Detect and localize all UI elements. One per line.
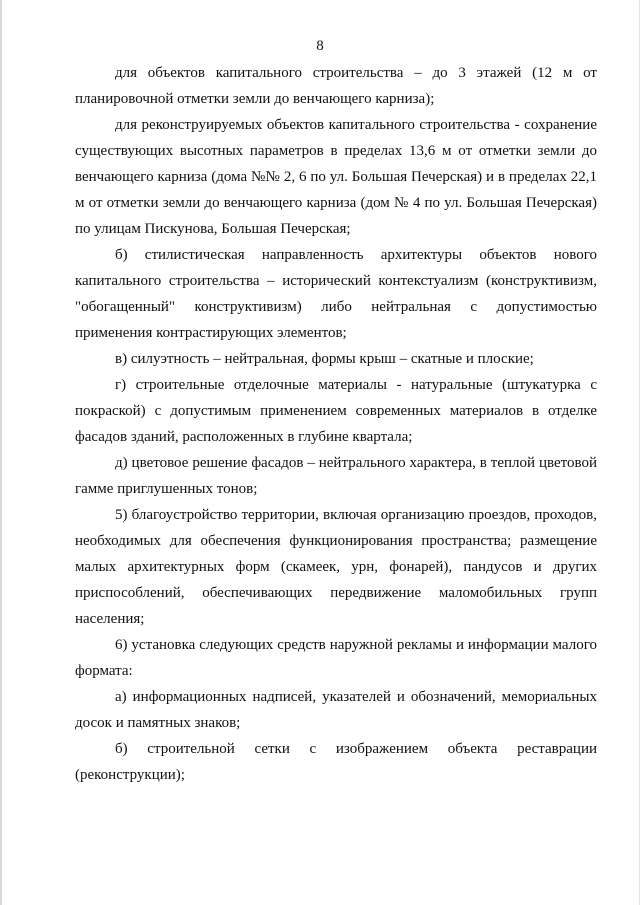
paragraph: б) строительной сетки с изображением объекта реставрации (реконструкции); [75,741,597,783]
page-number: 8 [316,38,324,54]
paragraph: в) силуэтность – нейтральная, формы крыш – скатные и плоские; [115,351,534,367]
paragraph: а) информационных надписей, указателей и обозначений, мемориальных досок и памятных знаков; [75,689,597,731]
paragraph: д) цветовое решение фасадов – нейтрального характера, в теплой цветовой гамме приглушенных тонов; [75,455,597,497]
paragraph: б) стилистическая направленность архитектуры объектов нового капитального строительства – исторический контекстуализм (конструктивизм, "обогащенный" конструктивизм) либо нейтральная с допустимостью применения контрастирующих элементов; [75,247,597,341]
paragraph: для объектов капитального строительства – до 3 этажей (12 м от планировочной отметки земли до венчающего карниза); [75,65,597,107]
paragraph: 6) установка следующих средств наружной рекламы и информации малого формата: [75,637,597,679]
paragraph: для реконструируемых объектов капитального строительства - сохранение существующих высотных параметров в пределах 13,6 м от отметки земли до венчающего карниза (дома №№ 2, 6 по ул. Большая Печерская) и в пределах 22,1 м от отметки земли до венчающего карниза (дом № 4 по ул. Большая Печерская) по улицам Пискунова, Большая Печерская; [75,117,597,237]
paragraph: г) строительные отделочные материалы - натуральные (штукатурка с покраской) с допустимым применением современных материалов в отделке фасадов зданий, расположенных в глубине квартала; [75,377,597,445]
document-body [75,60,597,788]
paragraph: 5) благоустройство территории, включая организацию проездов, проходов, необходимых для обеспечения функционирования пространства; размещение малых архитектурных форм (скамеек, урн, фонарей), пандусов и других приспособлений, обеспечивающих передвижение маломобильных групп населения; [75,507,597,627]
page-edge [0,0,2,905]
